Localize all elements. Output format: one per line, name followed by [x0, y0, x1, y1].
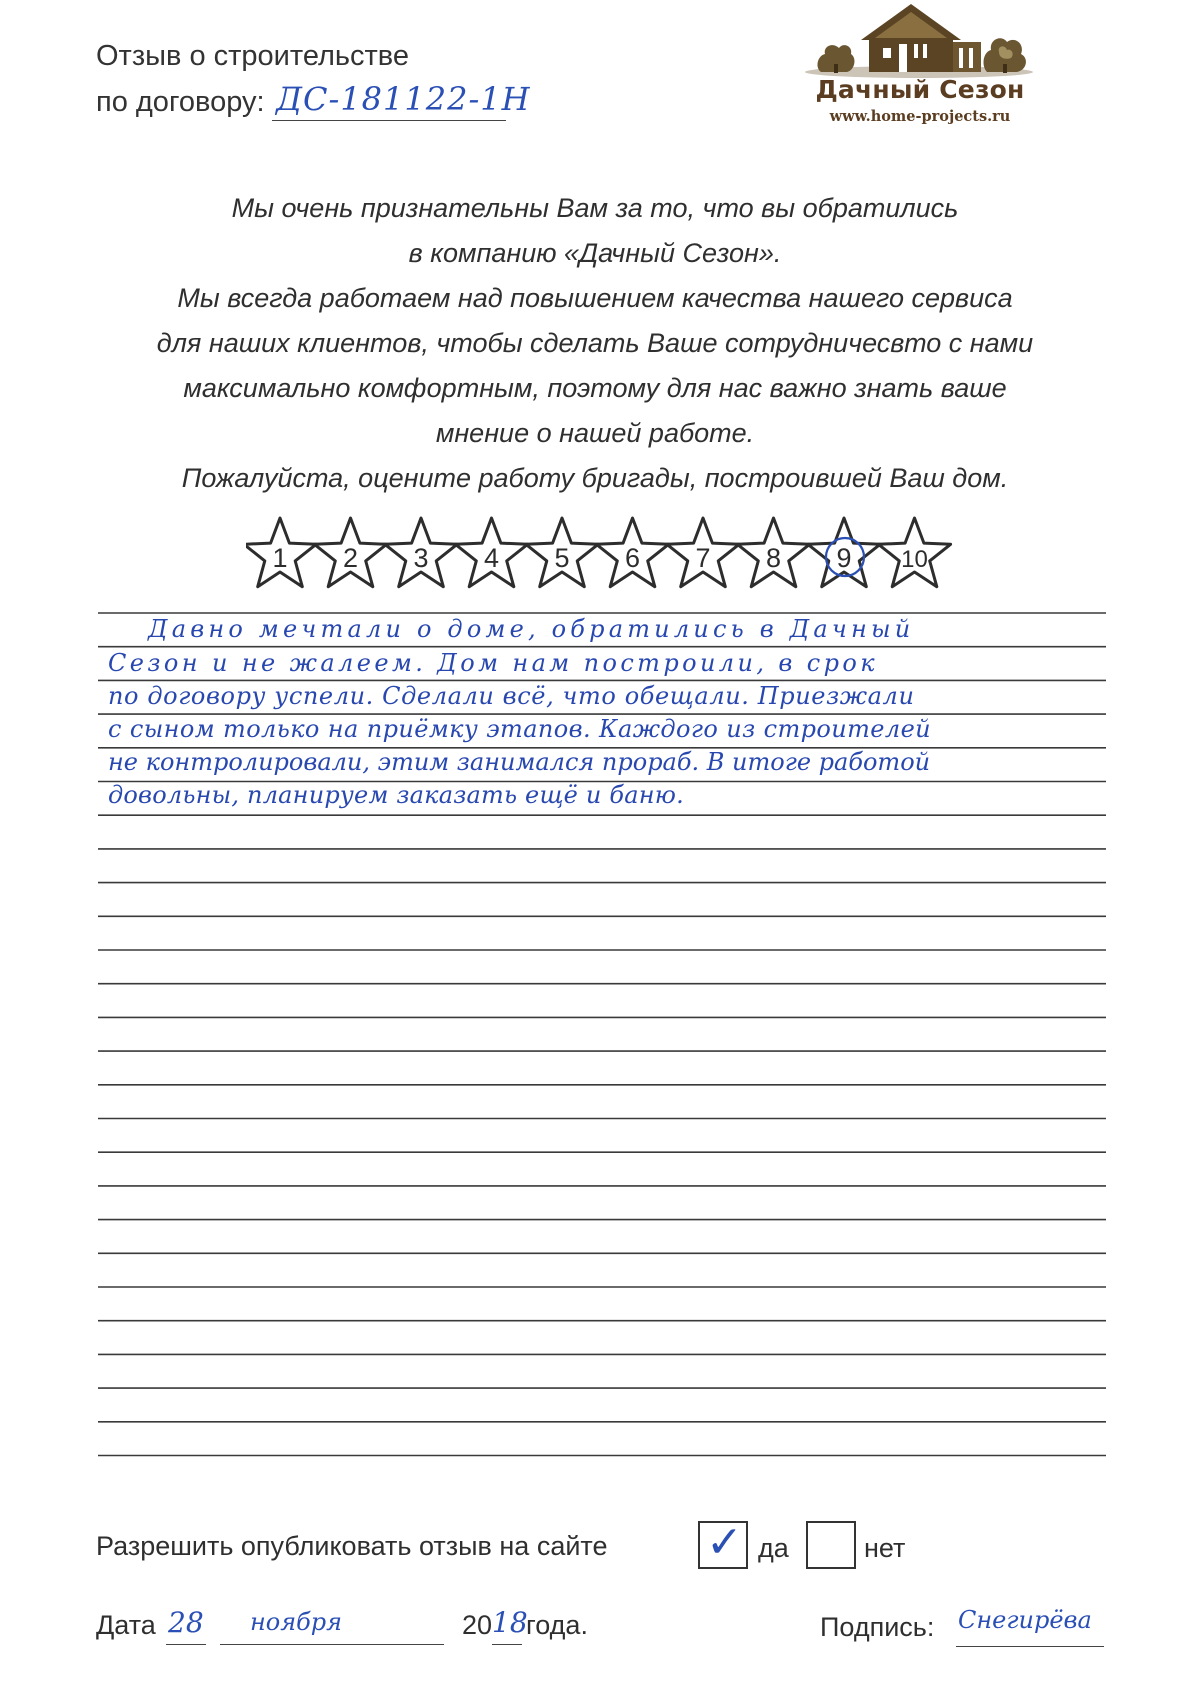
- company-url[interactable]: www.home-projects.ru: [829, 108, 1011, 125]
- contract-number-value: ДС-181122-1Н: [276, 80, 531, 118]
- rating-star-label: 6: [624, 543, 641, 573]
- review-line: довольны, планируем заказать ещё и баню.: [108, 781, 684, 809]
- publish-label: Разрешить опубликовать отзыв на сайте: [96, 1531, 608, 1561]
- publish-yes-label: да: [758, 1533, 789, 1563]
- rating-star-label: 5: [554, 543, 570, 573]
- rating-star-label: 4: [483, 543, 500, 573]
- rating-star-label: 2: [342, 543, 359, 573]
- contract-number-field[interactable]: [272, 80, 531, 121]
- form-title: Отзыв о строительстве: [96, 40, 410, 72]
- rating-star-label: 9: [836, 543, 852, 573]
- rating-star-label: 10: [901, 546, 928, 573]
- rating-star-label: 3: [413, 543, 429, 573]
- date-day-field[interactable]: [166, 1604, 206, 1645]
- intro-line: в компанию «Дачный Сезон».: [408, 238, 782, 268]
- date-day-value: 28: [168, 1606, 204, 1639]
- rating-stars[interactable]: [246, 512, 986, 598]
- intro-line: Мы очень признательны Вам за то, что вы обратились: [231, 193, 959, 223]
- rating-star-label: 7: [695, 543, 711, 573]
- intro-line: Пожалуйста, оцените работу бригады, построившей Ваш дом.: [181, 463, 1009, 493]
- review-line: Сезон и не жалеем. Дом нам построили, в срок: [108, 649, 878, 677]
- date-year-field[interactable]: [492, 1604, 528, 1645]
- signature-label: Подпись:: [820, 1612, 935, 1642]
- date-month-field[interactable]: [220, 1604, 444, 1645]
- intro-line: для наших клиентов, чтобы сделать Ваше сотрудничесвто с нами: [156, 328, 1034, 358]
- date-year-value: 18: [492, 1606, 528, 1639]
- house-trees-logo-icon: [803, 2, 1035, 82]
- date-year-word: года.: [526, 1610, 588, 1640]
- review-line: не контролировали, этим занимался прораб. В итоге работой: [108, 748, 931, 776]
- review-line: по договору успели. Сделали всё, что обещали. Приезжали: [108, 682, 915, 710]
- check-mark-icon: ✓: [706, 1517, 743, 1568]
- date-month-value: ноября: [250, 1608, 343, 1636]
- signature-field[interactable]: [956, 1602, 1104, 1647]
- signature-value: Снегирёва: [958, 1606, 1092, 1634]
- rating-star-label: 8: [765, 543, 782, 573]
- intro-text: [90, 186, 1100, 501]
- rating-star-label: 1: [272, 543, 288, 573]
- publish-no-checkbox[interactable]: [806, 1521, 856, 1569]
- publish-yes-checkbox[interactable]: [698, 1517, 748, 1569]
- date-year-prefix: 20: [462, 1610, 493, 1640]
- company-name: Дачный Сезон: [815, 75, 1025, 104]
- date-label: Дата: [96, 1610, 156, 1640]
- publish-no-label: нет: [864, 1533, 906, 1563]
- review-line: с сыном только на приёмку этапов. Каждого из строителей: [108, 715, 932, 743]
- intro-line: максимально комфортным, поэтому для нас важно знать ваше: [183, 373, 1007, 403]
- intro-line: Мы всегда работаем над повышением качества нашего сервиса: [177, 283, 1013, 313]
- intro-line: мнение о нашей работе.: [435, 418, 755, 448]
- contract-label: по договору:: [96, 86, 265, 118]
- review-line: Давно мечтали о доме, обратились в Дачный: [148, 615, 915, 643]
